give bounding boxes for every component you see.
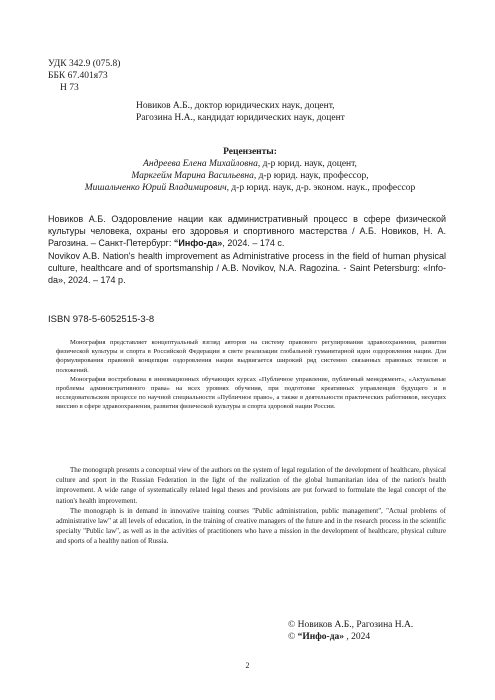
bbk-code: ББК 67.401я73 — [48, 71, 108, 81]
abstract-en-paragraph-1: The monograph presents a conceptual view of the authors on the system of legal regulation of the development of healthcare, physical culture and sport in the Russian Federation in the light of the realization of the global humanitarian idea of the nation's health improvement. A wide range of systematically related legal theses and provisions are put forward to formulate the legal concept of the nation's health improvement. — [56, 466, 446, 505]
author-mark: Н 73 — [60, 83, 79, 93]
copyright-year: , 2024 — [344, 632, 371, 642]
author-line-2: Рагозина Н.А., кандидат юридических наук, доцент — [136, 113, 345, 123]
bib-ru-publisher: “Инфо-да» — [173, 238, 223, 248]
abstract-en-paragraph-2: The monograph is in demand in innovative training courses "Public administration, public management", "Actual problems of administrative law" at all levels of education, in the training of creative managers of the future and in the research process in the scientific specialty "Public law", as well as in the activities of practitioners who have a mission in the development of healthcare, physical culture and sports of a healthy nation of Russia. — [56, 506, 446, 546]
bib-ru-text: Новиков А.Б. Оздоровление нации как административный процесс в сфере физической культуры человека, охраны его здоровья и спортивного мастерства / А.Б. Новиков, Н. А. Рагозина. – Санкт-Петербург: — [48, 214, 446, 248]
reviewer-3 — [48, 182, 452, 194]
reviewer-1-title: д-р юрид. наук, доцент, — [260, 159, 357, 169]
bibliographic-record-en: Novikov A.B. Nation's health improvement as Administrative process in the field of human physical culture, healthcare and of sportsmanship / A.B. Novikov, N.A. Ragozina. - Saint Petersburg: «Info-da», 2024. – 174 p. — [48, 251, 446, 285]
page-number: 2 — [245, 661, 250, 670]
abstract-ru — [56, 338, 446, 412]
authors-block — [136, 100, 345, 124]
abstract-ru-paragraph-1: Монография представляет концептуальный взгляд авторов на систему правового регулирования здравоохранения, развития физической культуры и спорта в Российской Федерации в свете реализации глобальной гуманитарной идеи оздоровления нации. Для формулирования правовой концепции оздоровления нации выдвигается широкий ряд системно связанных правовых тезисов и положений. — [56, 339, 446, 374]
copyright-publisher — [288, 631, 413, 643]
author-line-1: Новиков А.Б., доктор юридических наук, доцент, — [136, 101, 335, 111]
reviewer-1 — [48, 158, 452, 170]
reviewer-1-name: Андреева Елена Михайловна, — [143, 159, 261, 169]
copyright-block — [288, 619, 413, 643]
bib-ru-tail: , 2024. – 174 с. — [222, 238, 285, 248]
reviewer-3-title: д-р юрид. наук, д-р. эконом. наук., профессор — [228, 183, 416, 193]
copyright-authors: © Новиков А.Б., Рагозина Н.А. — [288, 620, 414, 630]
abstract-en — [56, 465, 446, 547]
copyright-publisher-name: “Инфо-да» — [297, 632, 344, 642]
reviewer-2 — [48, 170, 452, 182]
reviewers-heading: Рецензенты: — [223, 147, 277, 157]
reviewer-3-name: Мишальченко Юрий Владимирович, — [84, 183, 229, 193]
classification-codes — [48, 58, 120, 94]
reviewer-2-title: д-р юрид. наук, профессор, — [256, 171, 369, 181]
bibliographic-record-ru — [48, 213, 446, 249]
isbn: ISBN 978-5-6052515-3-8 — [48, 314, 155, 325]
udk-code: УДК 342.9 (075.8) — [48, 59, 121, 69]
reviewers-block — [48, 146, 452, 194]
abstract-ru-paragraph-2: Монография востребована в инновационных обучающих курсах «Публичное управление, публичный менеджмент», «Актуальные проблемы административного права» на всех уровнях обучения, при подготовке креативных управленцев будущего и в исследовательском процессе по научной специальности «Публичное право», а также в деятельности практических работников, несущих миссию в сфере здравоохранения, развития физической культуры и спорта здоровой нации России. — [56, 375, 446, 411]
copyright-prefix: © — [288, 632, 298, 642]
reviewer-2-name: Маркгейм Марина Васильевна, — [131, 171, 257, 181]
